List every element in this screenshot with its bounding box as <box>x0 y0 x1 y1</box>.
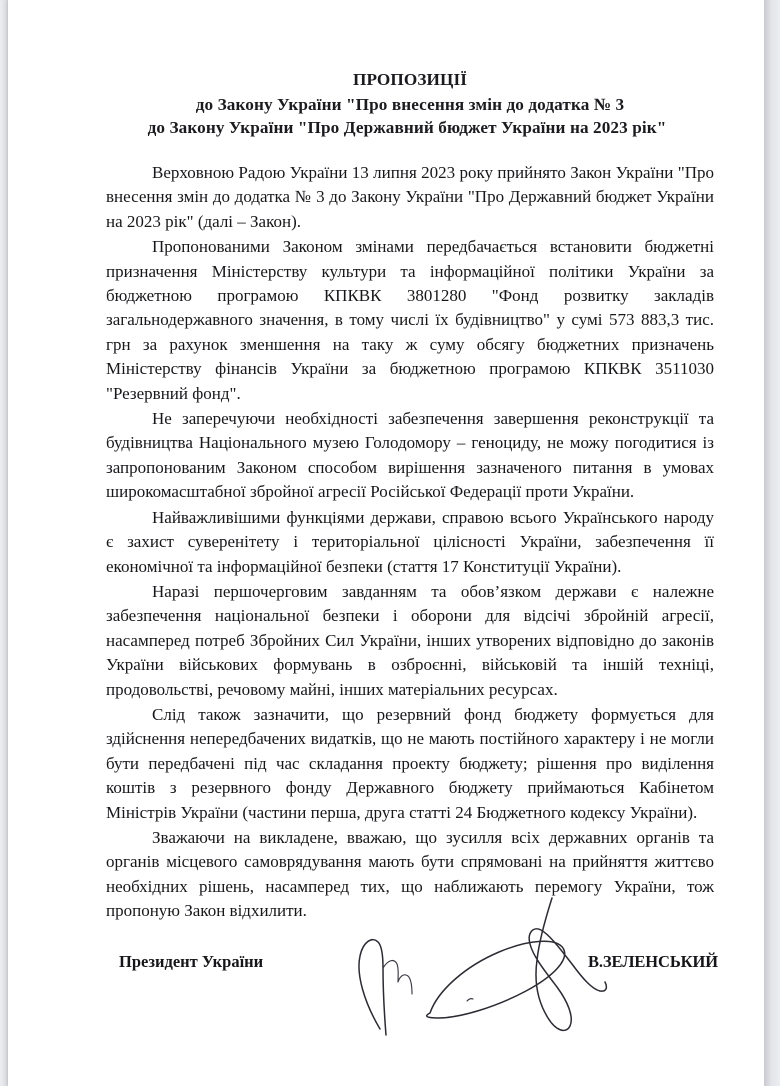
paragraph-defence-priority: Наразі першочерговим завданням та обов’язком держави є належне забезпечення національної безпеки і оборони для відсічі збройній агресії, насамперед потреб Збройних Сил України, інших утворених відповідно до законів України військових формувань в озброєнні, військовій та іншій техніці, продовольстві, речовому майні, інших матеріальних ресурсах. <box>106 581 714 699</box>
document-subtitle-line-2: до Закону України "Про Державний бюджет України на 2023 рік" <box>147 118 667 137</box>
document-content <box>106 0 714 925</box>
document-title-block <box>106 68 714 139</box>
paragraph-objection: Не заперечуючи необхідності забезпечення завершення реконструкції та будівництва Національного музею Голодомору – геноциду, не можу погодитися із запропонованим Законом способом вирішення зазначеного питання в умовах широкомасштабної збройної агресії Російської Федерації проти України. <box>106 409 714 502</box>
document-paragraphs <box>106 161 714 924</box>
page-edge-left-shadow <box>0 0 8 1086</box>
page-title: ПРОПОЗИЦІЇ <box>352 70 468 89</box>
paragraph-conclusion: Зважаючи на викладене, вважаю, що зусилля всіх державних органів та органів місцевого самоврядування мають бути спрямовані на прийняття життєво необхідних рішень, насамперед тих, що наближають перемогу України, тож пропоную Закон відхилити. <box>106 827 714 921</box>
signatory-role: Президент України <box>119 952 264 971</box>
paragraph-state-functions: Найважливішими функціями держави, справою всього Українського народу є захист суверенітету і територіальної цілісності України, забезпечення її економічної та інформаційної безпеки (стаття 17 Конституції України). <box>106 507 714 576</box>
signature-block <box>106 938 718 998</box>
paragraph-proposed-changes: Пропонованими Законом змінами передбачається встановити бюджетні призначення Міністерству культури та інформаційної політики України за бюджетною програмою КПКВК 3801280 "Фонд розвитку закладів загальнодержавного значення, в тому числі їх будівництво" у сумі 573 883,3 тис. грн за рахунок зменшення на таку ж суму обсягу бюджетних призначень Міністерству фінансів України за бюджетною програмою КПКВК 3511030 "Резервний фонд". <box>106 237 714 403</box>
document-subtitle-line-1: до Закону України "Про внесення змін до додатка № 3 <box>195 95 625 114</box>
paragraph-reserve-fund: Слід також зазначити, що резервний фонд бюджету формується для здійснення непередбачених видатків, що не мають постійного характеру і не могли бути передбачені під час складання проекту бюджету; рішення про виділення коштів з резервного фонду Державного бюджету приймаються Кабінетом Міністрів України (частини перша, друга статті 24 Бюджетного кодексу України). <box>106 704 714 822</box>
page-edge-right-shadow <box>764 0 780 1086</box>
signatory-name: В.ЗЕЛЕНСЬКИЙ <box>587 952 718 971</box>
document-page <box>8 0 764 1086</box>
paragraph-intro: Верховною Радою України 13 липня 2023 року прийнято Закон України "Про внесення змін до додатка № 3 до Закону України "Про Державний бюджет України на 2023 рік" (далі – Закон). <box>106 163 714 231</box>
